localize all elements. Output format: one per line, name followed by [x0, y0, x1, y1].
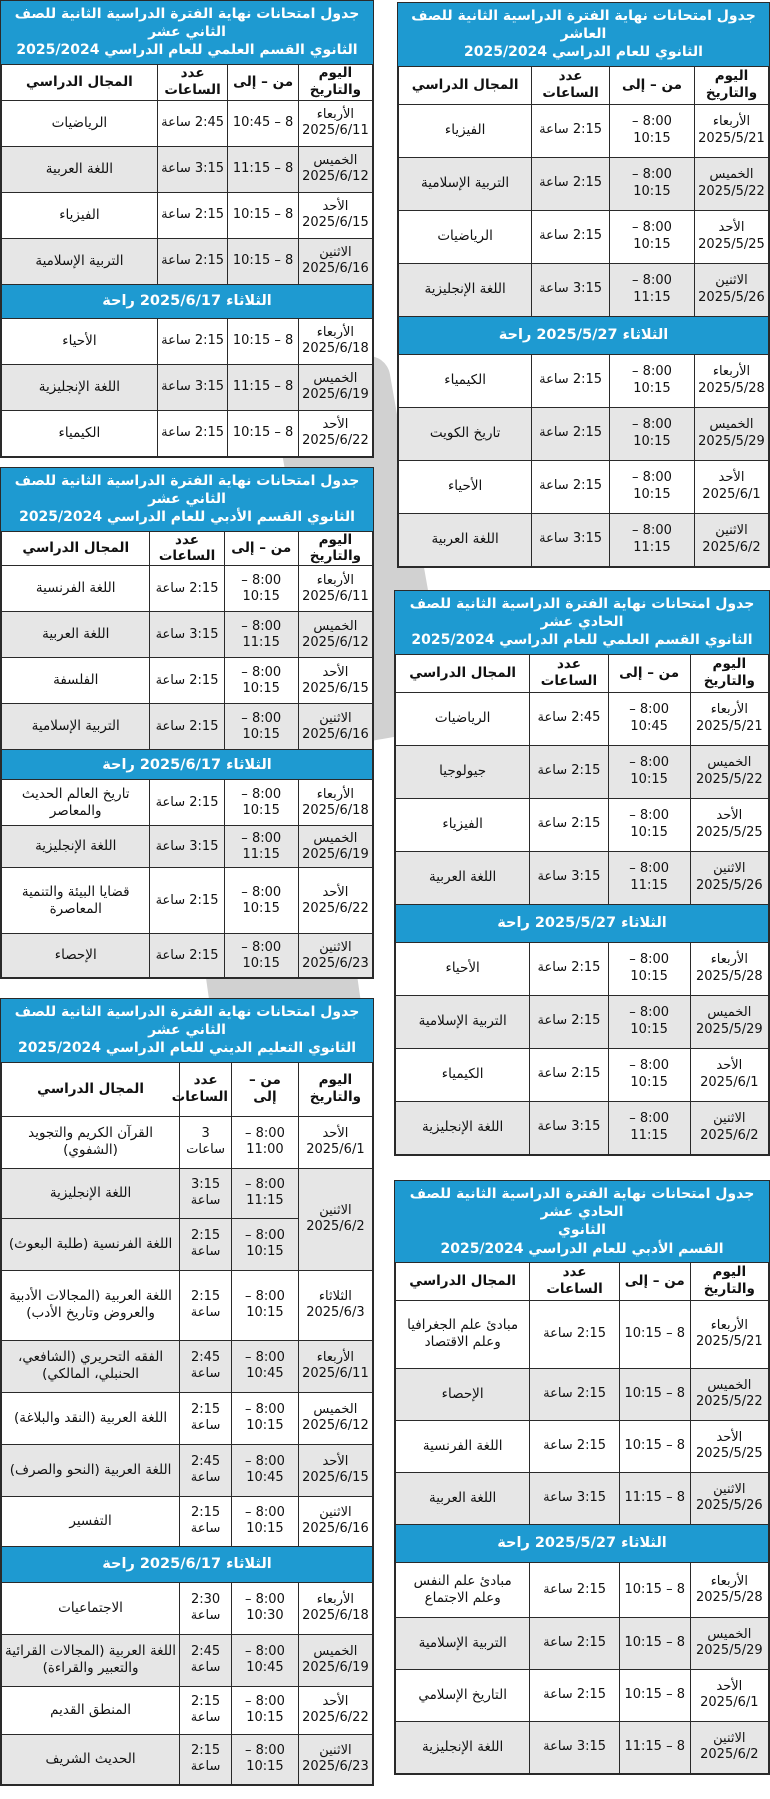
table-row: الثلاثاء 2025/6/3 8:00 – 10:15 2:15 ساعة اللغة العربية (المجالات الأدبية والعروض وتاريخ الأدب)	[2, 1270, 373, 1340]
table-title: جدول امتحانات نهاية الفترة الدراسية الثانية للصف الثاني عشر الثانوي القسم العلمي للعام الدراسي 2025/2024	[1, 1, 373, 64]
table-row: الأربعاء 2025/6/18 8:00 – 10:15 2:15 ساعة تاريخ العالم الحديث والمعاصر	[2, 780, 373, 826]
table-row: الاثنين 2025/6/2 8:00 – 11:15 3:15 ساعة اللغة العربية	[399, 513, 769, 566]
table-row: الخميس 2025/6/12 8 – 11:15 3:15 ساعة اللغة العربية	[2, 146, 373, 192]
table-row: الأربعاء 2025/6/11 8:00 – 10:15 2:15 ساعة اللغة الفرنسية	[2, 566, 373, 612]
table-row: الاثنين 2025/6/16 8:00 – 10:15 2:15 ساعة التفسير	[2, 1496, 373, 1546]
table-row: الأحد 2025/6/15 8:00 – 10:45 2:45 ساعة اللغة العربية (النحو والصرف)	[2, 1444, 373, 1496]
table-row: الأربعاء 2025/6/18 8:00 – 10:30 2:30 ساعة الاجتماعيات	[2, 1582, 373, 1634]
table-grade12-scientific	[0, 0, 374, 458]
table-row: الاثنين 2025/6/23 8:00 – 10:15 2:15 ساعة الحديث الشريف	[2, 1734, 373, 1784]
header-row: اليوم والتاريخ من – إلى عدد الساعات المجال الدراسي	[396, 654, 769, 692]
table-grade10	[397, 2, 770, 568]
rest-day-row: الثلاثاء 2025/5/27 راحة	[396, 1524, 769, 1562]
table-row: الخميس 2025/6/19 8:00 – 10:45 2:45 ساعة اللغة العربية (المجالات القرائية والتعبير والقراءة)	[2, 1634, 373, 1686]
table-row: الخميس 2025/5/22 8:00 – 10:15 2:15 ساعة التربية الإسلامية	[399, 157, 769, 210]
table-row: الأربعاء 2025/5/21 8:00 – 10:45 2:45 ساعة الرياضيات	[396, 692, 769, 745]
table-row: الأربعاء 2025/5/28 8:00 – 10:15 2:15 ساعة الكيمياء	[399, 354, 769, 407]
table-title: جدول امتحانات نهاية الفترة الدراسية الثانية للصف الحادي عشر الثانوي القسم العلمي للعام الدراسي 2025/2024	[395, 591, 769, 654]
table-row: الاثنين 2025/5/26 8:00 – 11:15 3:15 ساعة اللغة الإنجليزية	[399, 263, 769, 316]
rest-day-row: الثلاثاء 2025/6/17 راحة	[2, 750, 373, 780]
header-row: اليوم والتاريخ من – إلى عدد الساعات المجال الدراسي	[2, 1062, 373, 1116]
table-row: الخميس 2025/5/29 8:00 – 10:15 2:15 ساعة التربية الإسلامية	[396, 995, 769, 1048]
table-row: الأحد 2025/6/1 8:00 – 10:15 2:15 ساعة الكيمياء	[396, 1048, 769, 1101]
table-row: الأربعاء 2025/6/18 8 – 10:15 2:15 ساعة الأحياء	[2, 318, 373, 364]
table-row: الخميس 2025/5/22 8 – 10:15 2:15 ساعة الإحصاء	[396, 1368, 769, 1420]
rest-day-row: الثلاثاء 2025/6/17 راحة	[2, 284, 373, 318]
table-title: جدول امتحانات نهاية الفترة الدراسية الثانية للصف الثاني عشر الثانوي القسم الأدبي للعام الدراسي 2025/2024	[1, 468, 373, 531]
table-row: الأربعاء 2025/5/28 8 – 10:15 2:15 ساعة مبادئ علم النفس وعلم الاجتماع	[396, 1562, 769, 1617]
table-row: الأحد 2025/6/15 8 – 10:15 2:15 ساعة الفيزياء	[2, 192, 373, 238]
table-row: الخميس 2025/5/22 8:00 – 10:15 2:15 ساعة جيولوجيا	[396, 745, 769, 798]
table-row: الخميس 2025/5/29 8:00 – 10:15 2:15 ساعة تاريخ الكويت	[399, 407, 769, 460]
table-row: الأحد 2025/5/25 8 – 10:15 2:15 ساعة اللغة الفرنسية	[396, 1420, 769, 1472]
table-row: الاثنين 2025/6/16 8 – 10:15 2:15 ساعة التربية الإسلامية	[2, 238, 373, 284]
table-row: 8:00 – 10:15 2:15 ساعة اللغة الفرنسية (طلبة البعوث)	[2, 1218, 373, 1270]
table-grade11-literary	[394, 1180, 770, 1775]
table-row: الأربعاء 2025/5/21 8 – 10:15 2:15 ساعة مبادئ علم الجغرافيا وعلم الاقتصاد	[396, 1300, 769, 1368]
table-row: الخميس 2025/6/19 8:00 – 11:15 3:15 ساعة اللغة الإنجليزية	[2, 826, 373, 868]
header-row: اليوم والتاريخ من – إلى عدد الساعات المجال الدراسي	[2, 64, 373, 100]
table-title: جدول امتحانات نهاية الفترة الدراسية الثانية للصف العاشر الثانوي للعام الدراسي 2025/2024	[398, 3, 769, 66]
table-row: الأحد 2025/6/1 8:00 – 11:00 3 ساعات القرآن الكريم والتجويد (الشفوي)	[2, 1116, 373, 1168]
table-row: الأربعاء 2025/5/28 8:00 – 10:15 2:15 ساعة الأحياء	[396, 942, 769, 995]
table-grade12-literary	[0, 467, 374, 979]
table-row: الأحد 2025/6/22 8:00 – 10:15 2:15 ساعة قضايا البيئة والتنمية المعاصرة	[2, 868, 373, 934]
header-row: اليوم والتاريخ من – إلى عدد الساعات المجال الدراسي	[2, 531, 373, 566]
table-row: الأربعاء 2025/6/11 8 – 10:45 2:45 ساعة الرياضيات	[2, 100, 373, 146]
table-grade11-scientific	[394, 590, 770, 1156]
header-row: اليوم والتاريخ من – إلى عدد الساعات المجال الدراسي	[396, 1262, 769, 1300]
table-row: الاثنين 2025/5/26 8 – 11:15 3:15 ساعة اللغة العربية	[396, 1472, 769, 1524]
table-row: الأحد 2025/6/15 8:00 – 10:15 2:15 ساعة الفلسفة	[2, 658, 373, 704]
table-row: الاثنين 2025/5/26 8:00 – 11:15 3:15 ساعة اللغة العربية	[396, 851, 769, 904]
table-title: جدول امتحانات نهاية الفترة الدراسية الثانية للصف الحادي عشر الثانوي القسم الأدبي للعام الدراسي 2025/2024	[395, 1181, 769, 1262]
table-row: الاثنين 2025/6/2 8:00 – 11:15 3:15 ساعة اللغة الإنجليزية	[396, 1101, 769, 1154]
table-row: الأحد 2025/6/1 8:00 – 10:15 2:15 ساعة الأحياء	[399, 460, 769, 513]
table-row: الخميس 2025/6/12 8:00 – 10:15 2:15 ساعة اللغة العربية (النقد والبلاغة)	[2, 1392, 373, 1444]
table-row: الخميس 2025/6/12 8:00 – 11:15 3:15 ساعة اللغة العربية	[2, 612, 373, 658]
table-row: الأحد 2025/6/22 8 – 10:15 2:15 ساعة الكيمياء	[2, 410, 373, 456]
rest-day-row: الثلاثاء 2025/5/27 راحة	[396, 904, 769, 942]
table-title: جدول امتحانات نهاية الفترة الدراسية الثانية للصف الثاني عشر الثانوي التعليم الديني للعام الدراسي 2025/2024	[1, 999, 373, 1062]
rest-day-row: الثلاثاء 2025/6/17 راحة	[2, 1546, 373, 1582]
table-row: الأحد 2025/5/25 8:00 – 10:15 2:15 ساعة الفيزياء	[396, 798, 769, 851]
table-row: الأحد 2025/5/25 8:00 – 10:15 2:15 ساعة الرياضيات	[399, 210, 769, 263]
table-row: الأربعاء 2025/5/21 8:00 – 10:15 2:15 ساعة الفيزياء	[399, 104, 769, 157]
table-row: الاثنين 2025/6/23 8:00 – 10:15 2:15 ساعة الإحصاء	[2, 934, 373, 978]
table-row: الأحد 2025/6/1 8 – 10:15 2:15 ساعة التاريخ الإسلامي	[396, 1669, 769, 1721]
table-row: الأحد 2025/6/22 8:00 – 10:15 2:15 ساعة المنطق القديم	[2, 1686, 373, 1734]
table-row: الأربعاء 2025/6/11 8:00 – 10:45 2:45 ساعة الفقه التحريري (الشافعي، الحنبلي، المالكي)	[2, 1340, 373, 1392]
table-row: الخميس 2025/5/29 8 – 10:15 2:15 ساعة التربية الإسلامية	[396, 1617, 769, 1669]
table-row: الاثنين 2025/6/16 8:00 – 10:15 2:15 ساعة التربية الإسلامية	[2, 704, 373, 750]
table-row: الاثنين 2025/6/2 8:00 – 11:15 3:15 ساعة اللغة الإنجليزية	[2, 1168, 373, 1218]
header-row: اليوم والتاريخ من – إلى عدد الساعات المجال الدراسي	[399, 66, 769, 104]
table-row: الخميس 2025/6/19 8 – 11:15 3:15 ساعة اللغة الإنجليزية	[2, 364, 373, 410]
rest-day-row: الثلاثاء 2025/5/27 راحة	[399, 316, 769, 354]
table-row: الاثنين 2025/6/2 8 – 11:15 3:15 ساعة اللغة الإنجليزية	[396, 1721, 769, 1773]
table-grade12-religious	[0, 998, 374, 1786]
